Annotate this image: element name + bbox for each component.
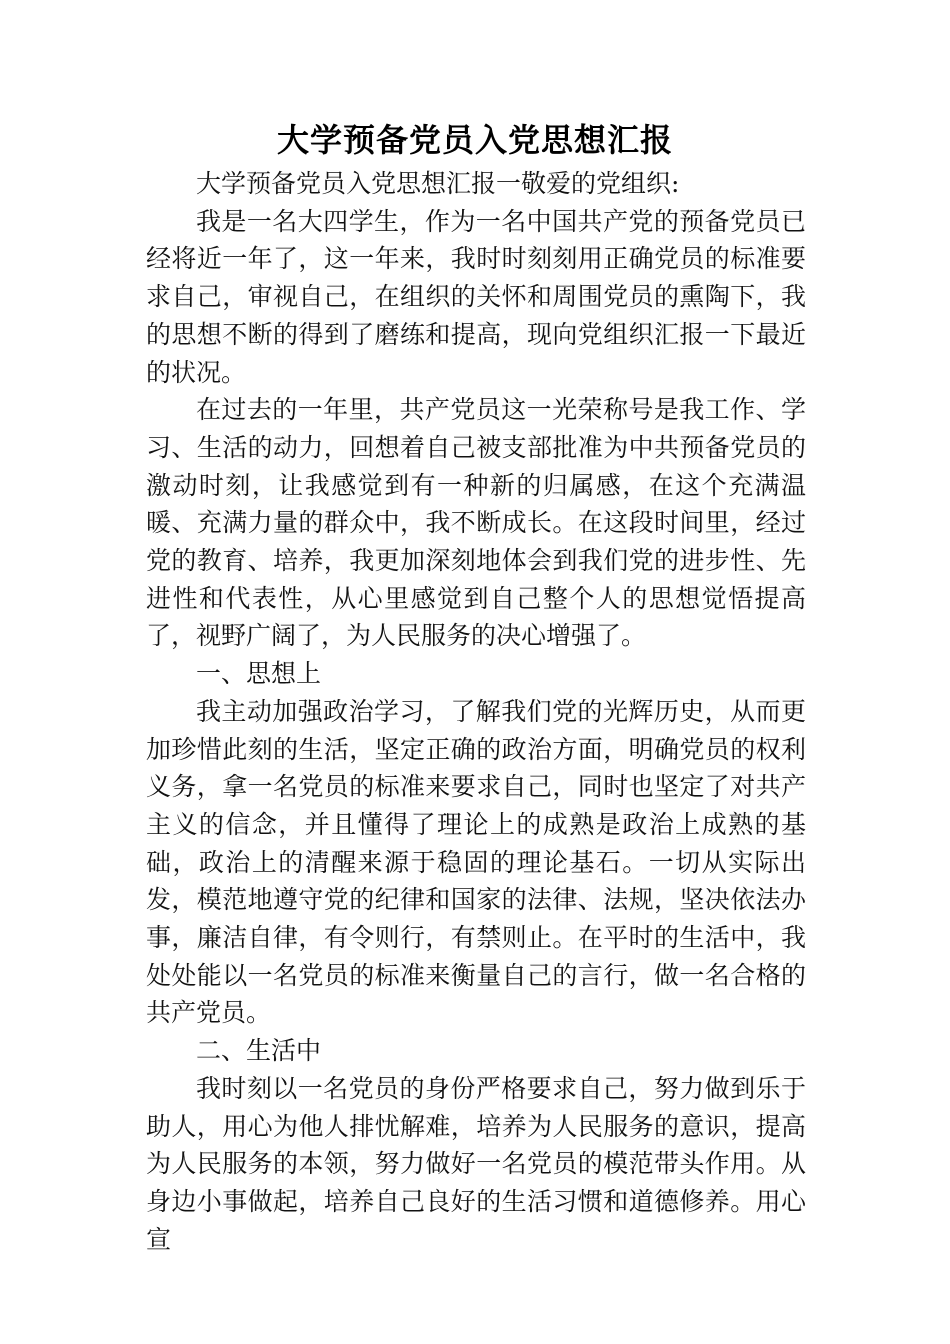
body-paragraph: 我主动加强政治学习，了解我们党的光辉历史，从而更加珍惜此刻的生活，坚定正确的政治方面，明确党员的权利义务，拿一名党员的标准来要求自己，同时也坚定了对共产主义的信念，并且懂得了理论上的成熟是政治上成熟的基础，政治上的清醒来源于稳固的理论基石。一切从实际出发，模范地遵守党的纪律和国家的法律、法规，坚决依法办事，廉洁自律，有令则行，有禁则止。在平时的生活中，我处处能以一名党员的标准来衡量自己的言行，做一名合格的共产党员。	[146, 696, 806, 1028]
body-paragraph: 在过去的一年里，共产党员这一光荣称号是我工作、学习、生活的动力，回想着自己被支部批准为中共预备党员的激动时刻，让我感觉到有一种新的归属感，在这个充满温暖、充满力量的群众中，我不断成长。在这段时间里，经过党的教育、培养，我更加深刻地体会到我们党的进步性、先进性和代表性，从心里感觉到自己整个人的思想觉悟提高了，视野广阔了，为人民服务的决心增强了。	[146, 395, 806, 651]
salutation-paragraph: 大学预备党员入党思想汇报一敬爱的党组织:	[196, 169, 680, 198]
section-heading: 一、思想上	[196, 659, 322, 689]
document-title: 大学预备党员入党思想汇报	[276, 121, 673, 159]
document-body	[146, 165, 806, 1258]
body-paragraph: 我时刻以一名党员的身份严格要求自己，努力做到乐于助人，用心为他人排忧解难，培养为人民服务的意识，提高为人民服务的本领，努力做好一名党员的模范带头作用。从身边小事做起，培养自己良好的生活习惯和道德修养。用心宣	[146, 1073, 806, 1254]
body-paragraph: 我是一名大四学生，作为一名中国共产党的预备党员已经将近一年了，这一年来，我时时刻刻用正确党员的标准要求自己，审视自己，在组织的关怀和周围党员的熏陶下，我的思想不断的得到了磨练和提高，现向党组织汇报一下最近的状况。	[146, 206, 806, 387]
section-heading: 二、生活中	[196, 1036, 322, 1066]
